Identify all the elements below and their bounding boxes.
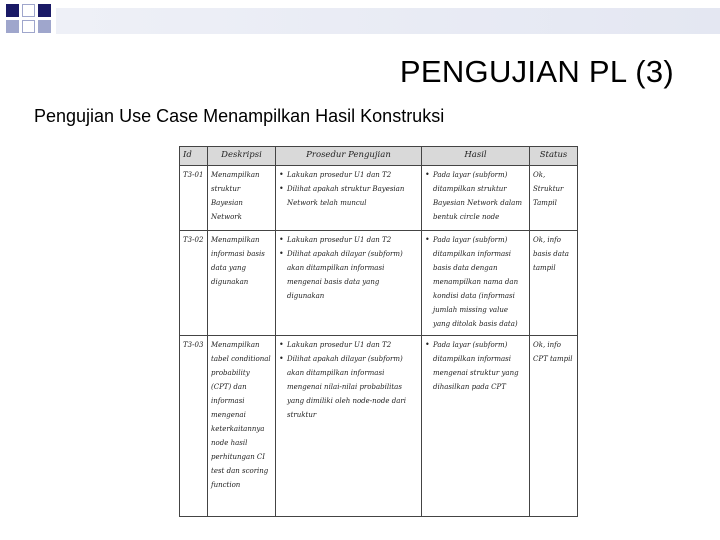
column-header-deskripsi: Deskripsi xyxy=(208,147,276,166)
test-table-container xyxy=(179,146,577,524)
cell-hasil xyxy=(422,231,530,336)
column-header-status: Status xyxy=(530,147,578,166)
deco-square-icon xyxy=(6,4,19,17)
cell-prosedur xyxy=(276,336,422,517)
table-row xyxy=(180,166,578,231)
cell-deskripsi: Menampilkan tabel conditional probability (CPT) dan informasi mengenai keterkaitannya node hasil perhitungan CI test dan scoring function xyxy=(208,336,276,517)
prosedur-step: • Lakukan prosedur U1 dan T2 xyxy=(287,338,418,352)
hasil-item: • Pada layar (subform) ditampilkan struktur Bayesian Network dalam bentuk circle node xyxy=(433,168,526,224)
prosedur-step: • Dilihat apakah dilayar (subform) akan ditampilkan informasi mengenai nilai-nilai probabilitas yang dimiliki oleh node-node dari struktur xyxy=(287,352,418,422)
cell-status: Ok, info basis data tampil xyxy=(530,231,578,336)
cell-id: T3-03 xyxy=(180,336,208,517)
deco-square-icon xyxy=(38,20,51,33)
cell-id: T3-02 xyxy=(180,231,208,336)
table-header-row xyxy=(180,147,578,166)
table-row xyxy=(180,231,578,336)
prosedur-step: • Dilihat apakah struktur Bayesian Network telah muncul xyxy=(287,182,418,210)
table-row xyxy=(180,336,578,517)
cell-status: Ok, Struktur Tampil xyxy=(530,166,578,231)
column-header-hasil: Hasil xyxy=(422,147,530,166)
header-band xyxy=(56,8,720,34)
deco-square-icon xyxy=(22,4,35,17)
slide-subtitle: Pengujian Use Case Menampilkan Hasil Konstruksi xyxy=(34,106,445,126)
deco-square-icon xyxy=(6,20,19,33)
cell-status: Ok, info CPT tampil xyxy=(530,336,578,517)
cell-hasil xyxy=(422,336,530,517)
slide-title: PENGUJIAN PL (3) xyxy=(399,54,674,89)
hasil-item: • Pada layar (subform) ditampilkan informasi mengenai struktur yang dihasilkan pada CPT xyxy=(433,338,526,394)
prosedur-step: • Lakukan prosedur U1 dan T2 xyxy=(287,233,418,247)
cell-id: T3-01 xyxy=(180,166,208,231)
test-table xyxy=(179,146,578,517)
cell-prosedur xyxy=(276,231,422,336)
cell-prosedur xyxy=(276,166,422,231)
cell-hasil xyxy=(422,166,530,231)
column-header-prosedur: Prosedur Pengujian xyxy=(276,147,422,166)
cell-deskripsi: Menampilkan struktur Bayesian Network xyxy=(208,166,276,231)
deco-square-icon xyxy=(38,4,51,17)
column-header-id: Id xyxy=(180,147,208,166)
deco-square-icon xyxy=(22,20,35,33)
hasil-item: • Pada layar (subform) ditampilkan informasi basis data dengan menampilkan nama dan kondisi data (informasi jumlah missing value yang ditolak basis data) xyxy=(433,233,526,331)
prosedur-step: • Lakukan prosedur U1 dan T2 xyxy=(287,168,418,182)
cell-deskripsi: Menampilkan informasi basis data yang digunakan xyxy=(208,231,276,336)
decorative-header xyxy=(0,0,720,40)
prosedur-step: • Dilihat apakah dilayar (subform) akan ditampilkan informasi mengenai basis data yang digunakan xyxy=(287,247,418,303)
